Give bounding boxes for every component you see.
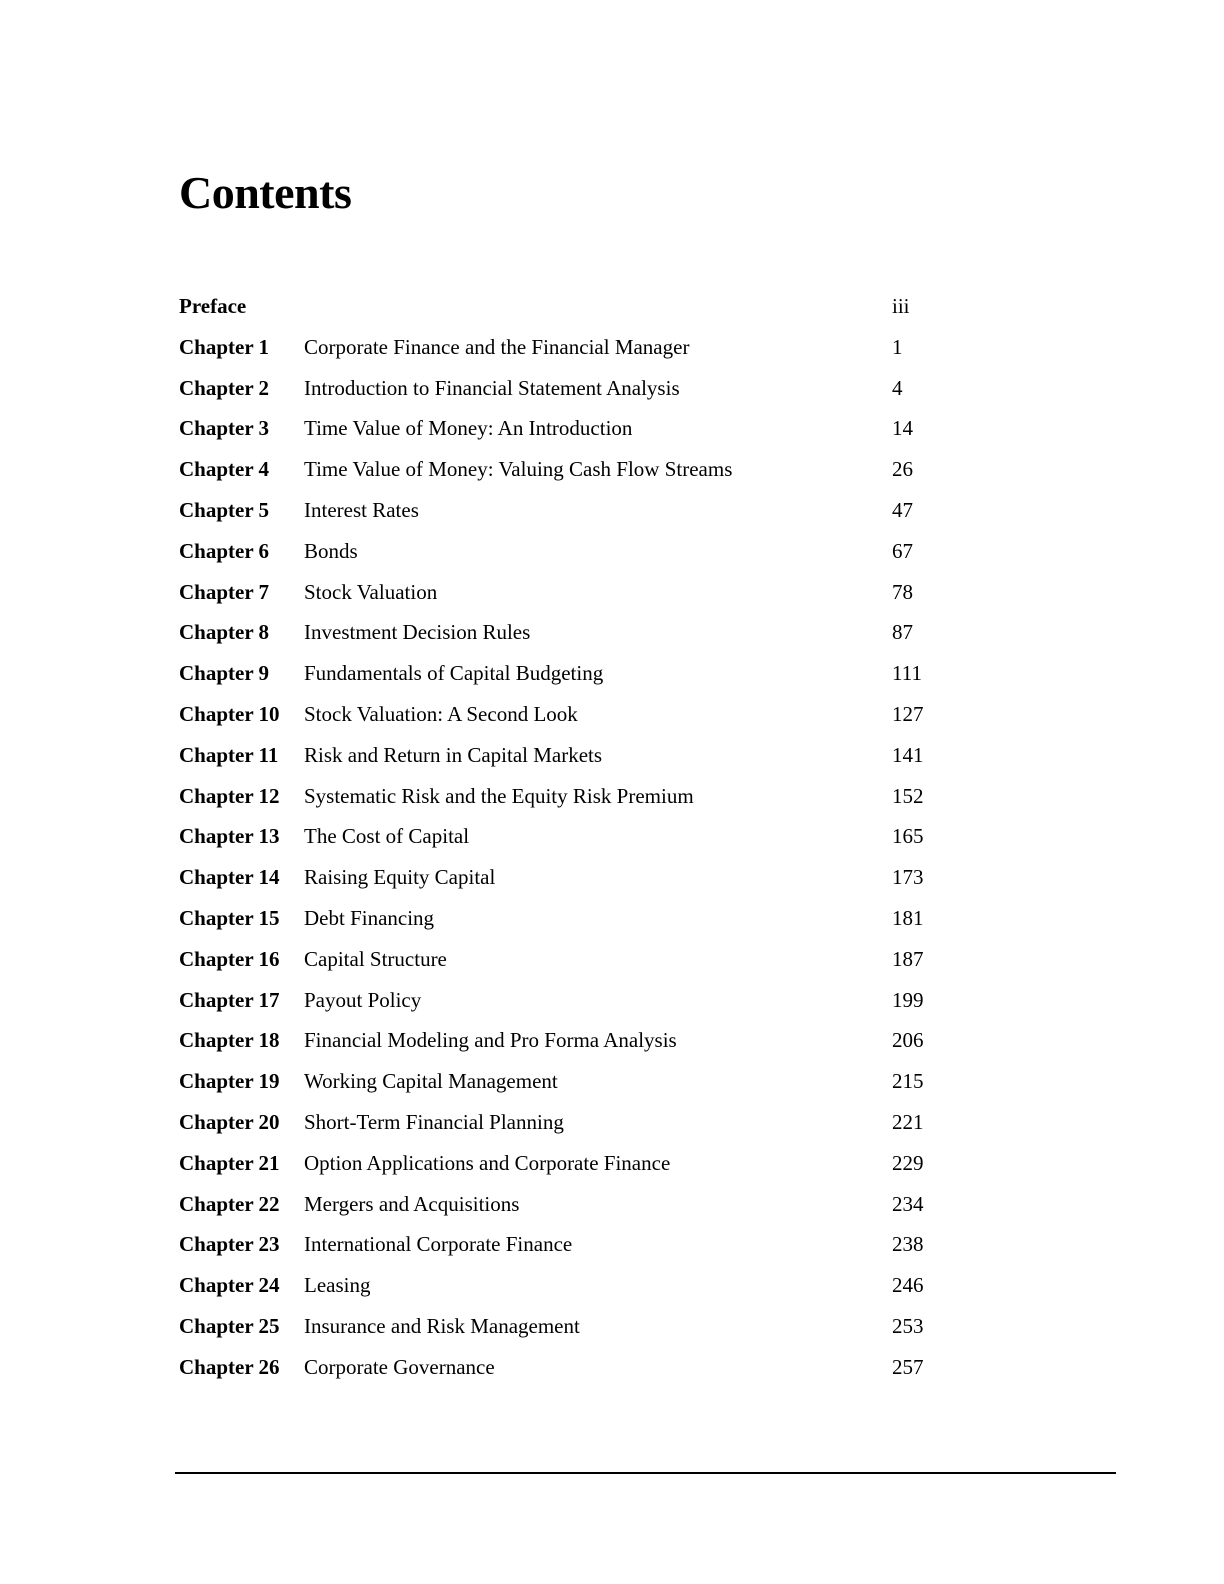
- toc-entry-page: 111: [892, 661, 922, 686]
- toc-entry-chapter-26[interactable]: [179, 1347, 939, 1388]
- toc-entry-page: 215: [892, 1069, 924, 1094]
- toc-entry-title: Debt Financing: [304, 905, 435, 930]
- toc-entry-page: 67: [892, 538, 913, 563]
- toc-entry-chapter-20[interactable]: [179, 1102, 939, 1143]
- toc-entry-page: 141: [892, 742, 924, 767]
- toc-entry-chapter-18[interactable]: [179, 1020, 939, 1061]
- toc-entry-title: Time Value of Money: Valuing Cash Flow Streams: [304, 457, 733, 482]
- toc-entry-title: Option Applications and Corporate Finance: [304, 1150, 671, 1175]
- toc-entry-label: Chapter 13: [179, 824, 280, 849]
- toc-entry-title: Risk and Return in Capital Markets: [304, 742, 603, 767]
- toc-entry-chapter-13[interactable]: [179, 816, 939, 857]
- toc-entry-label: Chapter 7: [179, 579, 270, 604]
- toc-entry-chapter-17[interactable]: [179, 980, 939, 1021]
- toc-entry-label: Chapter 17: [179, 987, 280, 1012]
- toc-entry-page: 257: [892, 1354, 924, 1379]
- page-title: Contents: [179, 167, 352, 218]
- toc-entry-chapter-24[interactable]: [179, 1265, 939, 1306]
- toc-entry-label: Chapter 14: [179, 865, 280, 890]
- toc-entry-page: 246: [892, 1273, 924, 1298]
- toc-entry-chapter-1[interactable]: [179, 327, 939, 368]
- toc-entry-title: Stock Valuation: A Second Look: [304, 701, 578, 726]
- footer-divider: [175, 1472, 1116, 1474]
- toc-entry-label: Chapter 23: [179, 1232, 280, 1257]
- toc-entry-title: Financial Modeling and Pro Forma Analysis: [304, 1028, 677, 1053]
- toc-entry-label: Chapter 3: [179, 416, 270, 441]
- toc-entry-chapter-5[interactable]: [179, 490, 939, 531]
- toc-entry-page: 165: [892, 824, 924, 849]
- toc-entry-chapter-7[interactable]: [179, 572, 939, 613]
- toc-entry-page: 78: [892, 579, 913, 604]
- toc-entry-title: The Cost of Capital: [304, 824, 470, 849]
- toc-entry-chapter-21[interactable]: [179, 1143, 939, 1184]
- toc-entry-chapter-22[interactable]: [179, 1184, 939, 1225]
- toc-entry-label: Preface: [179, 294, 247, 318]
- toc-entry-page: 173: [892, 865, 924, 890]
- toc-entry-chapter-23[interactable]: [179, 1224, 939, 1265]
- toc-entry-chapter-14[interactable]: [179, 857, 939, 898]
- toc-entry-label: Chapter 8: [179, 620, 270, 645]
- toc-entry-page: 221: [892, 1109, 924, 1134]
- toc-entry-label: Chapter 2: [179, 375, 270, 400]
- toc-entry-label: Chapter 26: [179, 1354, 280, 1379]
- toc-entry-page: 253: [892, 1313, 924, 1338]
- toc-entry-page: 47: [892, 497, 913, 522]
- toc-entry-page: 4: [892, 375, 903, 400]
- toc-entry-page: 87: [892, 620, 913, 645]
- toc-entry-chapter-8[interactable]: [179, 612, 939, 653]
- toc-entry-title: International Corporate Finance: [304, 1232, 573, 1257]
- toc-entry-page: 26: [892, 457, 913, 482]
- toc-entry-title: Fundamentals of Capital Budgeting: [304, 661, 604, 686]
- toc-entry-label: Chapter 15: [179, 905, 280, 930]
- toc-entry-label: Chapter 12: [179, 783, 280, 808]
- toc-entry-page: 152: [892, 783, 924, 808]
- toc-entry-label: Chapter 1: [179, 334, 270, 359]
- chapter-list: [179, 327, 939, 1388]
- toc-entry-label: Chapter 19: [179, 1069, 280, 1094]
- toc-entry-title: Raising Equity Capital: [304, 865, 496, 890]
- toc-entry-label: Chapter 25: [179, 1313, 280, 1338]
- toc-entry-page: 238: [892, 1232, 924, 1257]
- toc-entry-title: Time Value of Money: An Introduction: [304, 416, 633, 441]
- toc-entry-chapter-15[interactable]: [179, 898, 939, 939]
- toc-entry-title: Leasing: [304, 1273, 371, 1298]
- toc-entry-page: 206: [892, 1028, 924, 1053]
- toc-entry-label: Chapter 6: [179, 538, 270, 563]
- toc-entry-page: 199: [892, 987, 924, 1012]
- toc-entry-chapter-19[interactable]: [179, 1061, 939, 1102]
- toc-entry-label: Chapter 20: [179, 1109, 280, 1134]
- toc-entry-title: Payout Policy: [304, 987, 422, 1012]
- toc-entry-title: Capital Structure: [304, 946, 447, 971]
- toc-entry-title: Insurance and Risk Management: [304, 1313, 580, 1338]
- toc-entry-label: Chapter 24: [179, 1273, 280, 1298]
- toc-entry-chapter-6[interactable]: [179, 531, 939, 572]
- toc-entry-label: Chapter 9: [179, 661, 270, 686]
- toc-entry-page: 229: [892, 1150, 924, 1175]
- toc-entry-label: Chapter 11: [179, 742, 279, 767]
- toc-entry-page: 187: [892, 946, 924, 971]
- toc-entry-page: 1: [892, 334, 903, 359]
- toc-entry-chapter-25[interactable]: [179, 1306, 939, 1347]
- toc-entry-page: 14: [892, 416, 913, 441]
- toc-entry-page: iii: [892, 294, 910, 318]
- toc-entry-title: Investment Decision Rules: [304, 620, 531, 645]
- toc-entry-label: Chapter 16: [179, 946, 280, 971]
- toc-entry-page: 127: [892, 701, 924, 726]
- toc-entry-title: Corporate Finance and the Financial Manager: [304, 334, 690, 359]
- table-of-contents: [179, 286, 939, 1388]
- toc-entry-title: Stock Valuation: [304, 579, 438, 604]
- toc-entry-page: 234: [892, 1191, 924, 1216]
- toc-entry-chapter-9[interactable]: [179, 653, 939, 694]
- toc-entry-label: Chapter 10: [179, 701, 280, 726]
- toc-entry-label: Chapter 21: [179, 1150, 280, 1175]
- toc-entry-title: Corporate Governance: [304, 1354, 495, 1379]
- toc-entry-chapter-16[interactable]: [179, 939, 939, 980]
- toc-entry-chapter-11[interactable]: [179, 735, 939, 776]
- toc-entry-preface[interactable]: [179, 286, 939, 327]
- toc-entry-label: Chapter 22: [179, 1191, 280, 1216]
- toc-entry-chapter-3[interactable]: [179, 408, 939, 449]
- toc-entry-title: Working Capital Management: [304, 1069, 558, 1094]
- toc-entry-label: Chapter 18: [179, 1028, 280, 1053]
- toc-entry-chapter-12[interactable]: [179, 776, 939, 817]
- toc-entry-chapter-10[interactable]: [179, 694, 939, 735]
- toc-entry-page: 181: [892, 905, 924, 930]
- toc-entry-title: Systematic Risk and the Equity Risk Premium: [304, 783, 694, 808]
- toc-entry-chapter-2[interactable]: [179, 368, 939, 409]
- toc-entry-chapter-4[interactable]: [179, 449, 939, 490]
- toc-entry-title: Introduction to Financial Statement Analysis: [304, 375, 680, 400]
- toc-entry-title: Short-Term Financial Planning: [304, 1109, 564, 1134]
- toc-entry-title: Interest Rates: [304, 497, 419, 522]
- toc-entry-label: Chapter 5: [179, 497, 270, 522]
- toc-entry-title: Mergers and Acquisitions: [304, 1191, 520, 1216]
- toc-entry-label: Chapter 4: [179, 457, 270, 482]
- toc-entry-title: Bonds: [304, 538, 358, 563]
